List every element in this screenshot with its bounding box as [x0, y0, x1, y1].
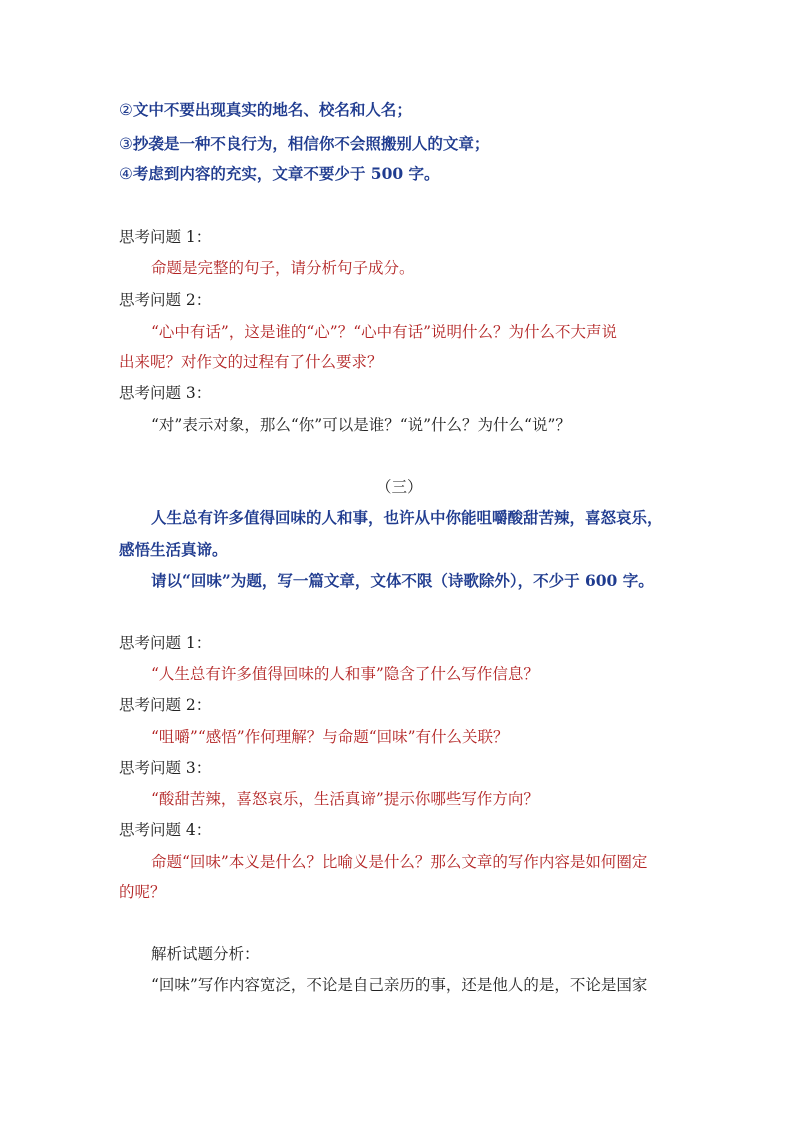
question-label: 思考问题 3： [119, 384, 212, 402]
question-label: 思考问题 4： [119, 821, 212, 839]
question-text: “酸甜苦辣，喜怒哀乐，生活真谛”提示你哪些写作方向？ [151, 790, 539, 808]
analysis-heading: 解析试题分析： [151, 945, 260, 963]
question-label: 思考问题 1： [119, 634, 212, 652]
requirement-text: 考虑到内容的充实，文章不要少于 500 字。 [132, 164, 440, 183]
question-label: 思考问题 3： [119, 759, 212, 777]
requirement-3 [119, 134, 489, 154]
question-text: “人生总有许多值得回味的人和事”隐含了什么写作信息？ [151, 665, 539, 683]
question-text: “咀嚼”“感悟”作何理解？与命题“回味”有什么关联？ [151, 728, 509, 746]
requirement-2 [119, 100, 412, 120]
question-label: 思考问题 2： [119, 291, 212, 309]
question-text: 命题是完整的句子，请分析句子成分。 [151, 259, 415, 277]
question-text: 的呢？ [119, 883, 166, 901]
requirement-4 [119, 164, 440, 184]
requirement-text: 抄袭是一种不良行为，相信你不会照搬别人的文章； [132, 134, 490, 153]
question-text: 命题“回味”本义是什么？比喻义是什么？那么文章的写作内容是如何圈定 [151, 853, 648, 871]
question-label: 思考问题 1： [119, 228, 212, 246]
requirement-number: ② [119, 101, 133, 119]
prompt-text: 感悟生活真谛。 [119, 540, 228, 559]
question-text: 出来呢？对作文的过程有了什么要求？ [119, 353, 383, 371]
analysis-text: “回味”写作内容宽泛，不论是自己亲历的事，还是他人的是，不论是国家 [151, 976, 648, 994]
question-text: “心中有话”，这是谁的“心”？“心中有话”说明什么？为什么不大声说 [151, 323, 618, 341]
question-label: 思考问题 2： [119, 696, 212, 714]
prompt-text: 请以“回味”为题，写一篇文章，文体不限（诗歌除外），不少于 600 字。 [151, 571, 654, 590]
requirement-number: ④ [119, 165, 133, 183]
requirement-text: 文中不要出现真实的地名、校名和人名； [132, 100, 412, 119]
requirement-number: ③ [119, 135, 133, 153]
section-heading: （三） [376, 478, 423, 496]
question-text: “对”表示对象，那么“你”可以是谁？“说”什么？为什么“说”？ [151, 416, 571, 434]
prompt-text: 人生总有许多值得回味的人和事，也许从中你能咀嚼酸甜苦辣，喜怒哀乐， [151, 508, 663, 527]
